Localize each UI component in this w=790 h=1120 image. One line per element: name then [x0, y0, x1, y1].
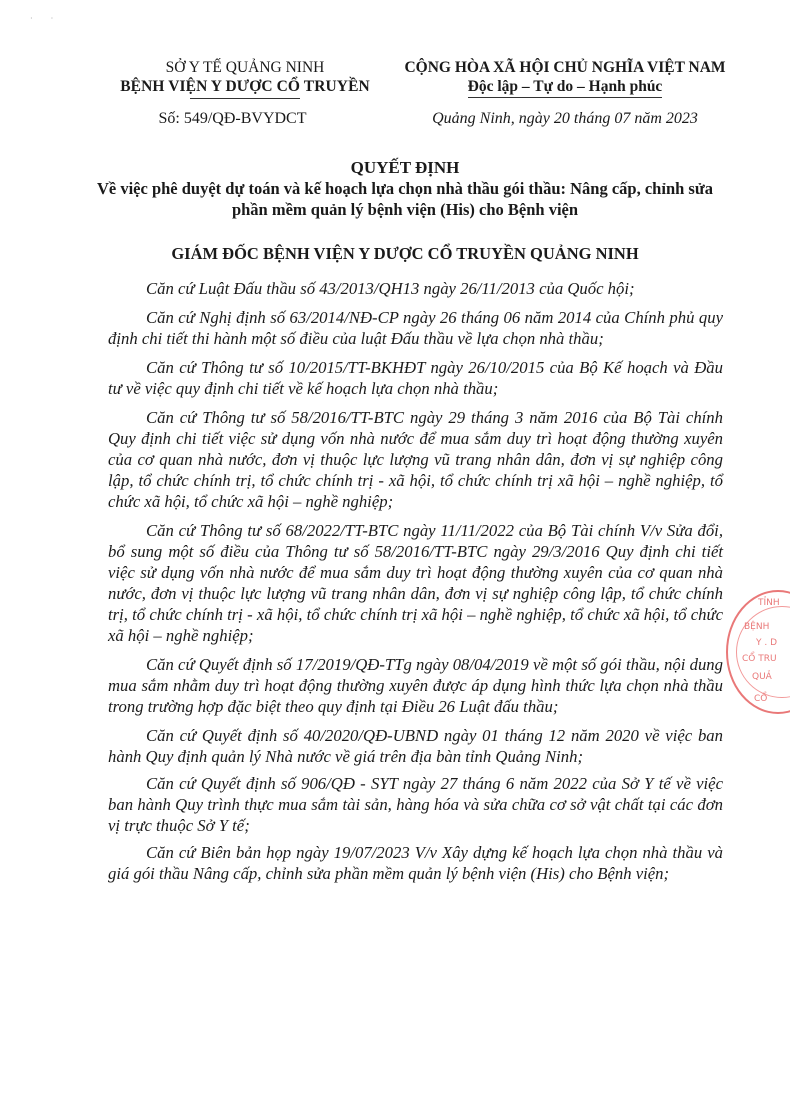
national-header [390, 58, 740, 128]
legal-basis-item: Căn cứ Thông tư số 10/2015/TT-BKHĐT ngày 26/10/2015 của Bộ Kế hoạch và Đầu tư về việc quy định chi tiết về kế hoạch lựa chọn nhà thầu; [108, 358, 723, 398]
issuer-underline [190, 98, 300, 99]
place-date: Quảng Ninh, ngày 20 tháng 07 năm 2023 [432, 110, 698, 127]
red-seal-stamp [726, 590, 790, 714]
hospital-name: BỆNH VIỆN Y DƯỢC CỔ TRUYỀN [120, 78, 370, 95]
decision-subject: Về việc phê duyệt dự toán và kế hoạch lựa chọn nhà thầu gói thầu: Nâng cấp, chỉnh sửa phần mềm quản lý bệnh viện (His) cho Bệnh viện [96, 179, 713, 219]
legal-basis-item: Căn cứ Luật Đấu thầu số 43/2013/QH13 ngày 26/11/2013 của Quốc hội; [146, 279, 635, 298]
decision-title-block [60, 158, 750, 220]
seal-inner-ring [736, 606, 790, 698]
legal-basis-item: Căn cứ Thông tư số 58/2016/TT-BTC ngày 29 tháng 3 năm 2016 của Bộ Tài chính Quy định chi tiết việc sử dụng vốn nhà nước để mua sắm duy trì hoạt động thường xuyên của cơ quan nhà nước, đơn vị thuộc lực lượng vũ trang nhân dân, đơn vị sự nghiệp công lập, tổ chức chính trị, tổ chức chính trị - xã hội, tổ chức chính trị xã hội – nghề nghiệp, tổ chức xã hội, tổ chức xã hội – nghề nghiệp; [108, 408, 723, 511]
seal-fragment: TỈNH [758, 598, 780, 608]
department-name: SỞ Y TẾ QUẢNG NINH [165, 59, 325, 76]
scan-specks: · · [30, 14, 54, 23]
legal-basis-item: Căn cứ Nghị định số 63/2014/NĐ-CP ngày 26 tháng 06 năm 2014 của Chính phủ quy định chi tiết thi hành một số điều của luật Đấu thầu về lựa chọn nhà thầu; [108, 308, 723, 348]
document-number: Số: 549/QĐ-BVYDCT [158, 110, 307, 127]
national-motto: Độc lập – Tự do – Hạnh phúc [468, 77, 663, 98]
seal-fragment: CỔ TRU [742, 654, 777, 664]
legal-bases [108, 278, 723, 892]
seal-fragment: CỔ [754, 694, 768, 704]
legal-basis-item: Căn cứ Quyết định số 17/2019/QĐ-TTg ngày 08/04/2019 về một số gói thầu, nội dung mua sắm nhằm duy trì hoạt động thường xuyên được áp dụng hình thức lựa chọn nhà thầu trong trường hợp đặc biệt theo quy định tại Điều 26 Luật đấu thầu; [108, 655, 723, 716]
issuing-authority: GIÁM ĐỐC BỆNH VIỆN Y DƯỢC CỔ TRUYỀN QUẢNG NINH [171, 244, 639, 263]
seal-fragment: Y . D [756, 638, 778, 648]
legal-basis-item: Căn cứ Quyết định số 40/2020/QĐ-UBND ngày 01 tháng 12 năm 2020 về việc ban hành Quy định quản lý Nhà nước về giá trên địa bàn tỉnh Quảng Ninh; [108, 726, 723, 766]
legal-basis-item: Căn cứ Thông tư số 68/2022/TT-BTC ngày 11/11/2022 của Bộ Tài chính V/v Sửa đổi, bổ sung một số điều của Thông tư số 58/2016/TT-BTC ngày 29/3/2016 Quy định chi tiết việc sử dụng vốn nhà nước để mua sắm duy trì hoạt động thường xuyên của cơ quan nhà nước, đơn vị thuộc lực lượng vũ trang nhân dân, đơn vị sự nghiệp công lập, tổ chức chính trị, tổ chức chính trị - xã hội, tổ chức chính trị xã hội – nghề nghiệp, tổ chức xã hội, tổ chức xã hội – nghề nghiệp; [108, 521, 723, 645]
seal-fragment: QUẢ [752, 672, 772, 682]
legal-basis-item: Căn cứ Biên bản họp ngày 19/07/2023 V/v Xây dựng kế hoạch lựa chọn nhà thầu và giá gói thầu Nâng cấp, chỉnh sửa phần mềm quản lý bệnh viện (His) cho Bệnh viện; [108, 843, 723, 883]
nation-name: CỘNG HÒA XÃ HỘI CHỦ NGHĨA VIỆT NAM [404, 59, 726, 76]
issuer-header [95, 58, 395, 128]
decision-title: QUYẾT ĐỊNH [350, 158, 460, 177]
legal-basis-item: Căn cứ Quyết định số 906/QĐ - SYT ngày 27 tháng 6 năm 2022 của Sở Y tế về việc ban hành Quy trình thực mua sắm tài sản, hàng hóa và sửa chữa cơ sở vật chất tại các đơn vị trực thuộc Sở Y tế; [108, 774, 723, 835]
seal-fragment: BỆNH [744, 622, 770, 632]
